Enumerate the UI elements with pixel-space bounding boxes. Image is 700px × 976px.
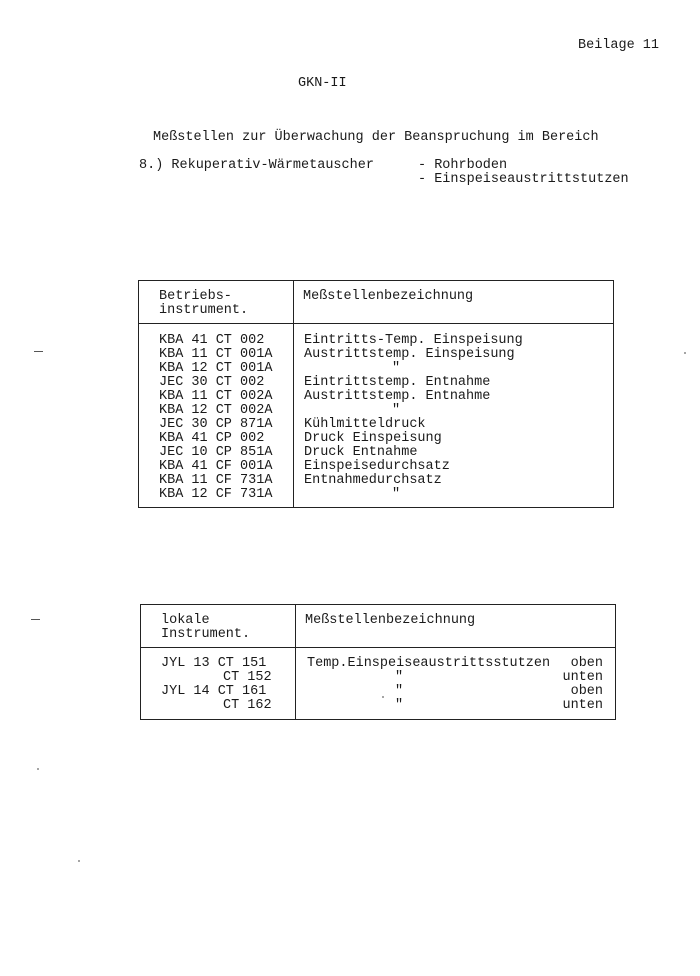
description-column	[304, 334, 523, 502]
instrument-column	[159, 334, 272, 502]
column-divider	[293, 281, 294, 507]
table-cell-instrument: KBA 12 CF 731A	[159, 487, 273, 502]
table-cell-instrument: JEC 30 CP 871A	[159, 417, 273, 432]
table-cell-position: oben	[570, 656, 603, 671]
section-sub-1: - Rohrboden	[418, 158, 508, 173]
table-cell-description: "	[395, 670, 404, 685]
description-column	[307, 657, 550, 713]
table-cell-description: Entnahmedurchsatz	[304, 473, 442, 488]
table-cell-description: Eintritts-Temp. Einspeisung	[304, 333, 523, 348]
table-cell-instrument: KBA 41 CT 002	[159, 333, 265, 348]
section-item: 8.) Rekuperativ-Wärmetauscher	[139, 158, 374, 173]
col1-header-line1: Betriebs-	[159, 289, 232, 304]
table-cell-instrument: KBA 41 CF 001A	[159, 459, 273, 474]
table-cell-position: unten	[562, 698, 603, 713]
position-column	[562, 657, 603, 713]
table-cell-description: "	[392, 487, 401, 502]
attachment-label: Beilage 11	[578, 38, 660, 53]
table-cell-instrument: CT 162	[223, 698, 272, 713]
table-cell-instrument: KBA 11 CT 002A	[159, 389, 273, 404]
section-sub-2: - Einspeiseaustrittstutzen	[418, 172, 629, 187]
table-cell-instrument: KBA 12 CT 001A	[159, 361, 273, 376]
scan-speck	[37, 768, 39, 770]
col1-header-line2: instrument.	[159, 303, 249, 318]
table-cell-description: Austrittstemp. Entnahme	[304, 389, 491, 404]
header-divider	[141, 647, 615, 648]
table-cell-description: Temp.Einspeiseaustrittsstutzen	[307, 656, 551, 671]
table-cell-instrument: CT 152	[223, 670, 272, 685]
table-cell-position: unten	[562, 670, 603, 685]
table-cell-position: oben	[570, 684, 603, 699]
scan-speck	[78, 860, 80, 862]
table-cell-instrument: JEC 10 CP 851A	[159, 445, 273, 460]
table-cell-instrument: JYL 14 CT 161	[161, 684, 267, 699]
table-cell-instrument: JEC 30 CT 002	[159, 375, 265, 390]
table-cell-description: Austrittstemp. Einspeisung	[304, 347, 515, 362]
col2-header: Meßstellenbezeichnung	[303, 289, 474, 304]
table-cell-instrument: KBA 12 CT 002A	[159, 403, 273, 418]
table-cell-instrument: KBA 11 CF 731A	[159, 473, 273, 488]
table-cell-description: Druck Einspeisung	[304, 431, 442, 446]
table-cell-description: Kühlmitteldruck	[304, 417, 426, 432]
col1-header-line1: lokale	[161, 613, 210, 628]
margin-mark	[34, 351, 43, 352]
table-cell-instrument: JYL 13 CT 151	[161, 656, 267, 671]
table-cell-description: Eintrittstemp. Entnahme	[304, 375, 491, 390]
table-cell-instrument: KBA 11 CT 001A	[159, 347, 273, 362]
col1-header-line2: Instrument.	[161, 627, 251, 642]
heading-line: Meßstellen zur Überwachung der Beanspruchung im Bereich	[153, 130, 599, 145]
margin-mark	[31, 619, 40, 620]
table-cell-description: "	[392, 361, 401, 376]
local-instruments-table	[140, 604, 616, 720]
table-cell-instrument: KBA 41 CP 002	[159, 431, 265, 446]
column-divider	[295, 605, 296, 719]
table-cell-description: "	[395, 698, 404, 713]
col2-header: Meßstellenbezeichnung	[305, 613, 476, 628]
header-divider	[139, 323, 613, 324]
instrument-column	[161, 657, 287, 713]
scan-speck	[684, 352, 686, 354]
table-cell-description: "	[395, 684, 404, 699]
table-cell-description: "	[392, 403, 401, 418]
table-cell-description: Einspeisedurchsatz	[304, 459, 450, 474]
table-cell-description: Druck Entnahme	[304, 445, 418, 460]
plant-name: GKN-II	[298, 76, 347, 91]
scan-speck	[382, 696, 384, 698]
operational-instruments-table	[138, 280, 614, 508]
